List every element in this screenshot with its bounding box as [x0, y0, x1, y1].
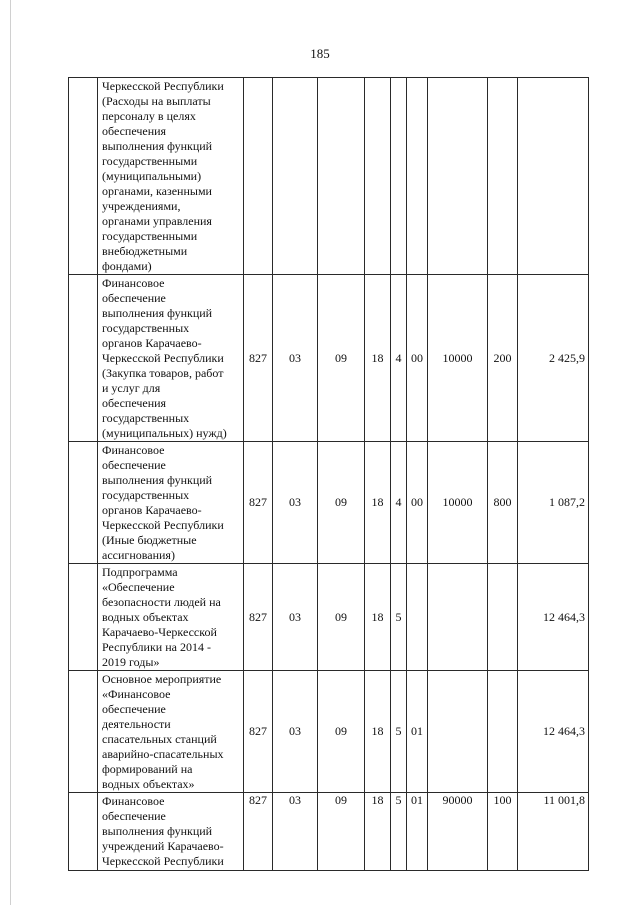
activity-code-cell: 01	[407, 793, 428, 871]
subsection-code-cell	[318, 78, 365, 275]
ministry-code-cell: 827	[244, 442, 273, 564]
program-code-cell: 18	[365, 793, 391, 871]
direction-code-cell	[428, 671, 488, 793]
description-line: деятельности	[102, 717, 171, 731]
description-line: органами, казенными	[102, 184, 212, 198]
description-line: Карачаево-Черкесской	[102, 625, 217, 639]
description-line: безопасности людей на	[102, 595, 221, 609]
activity-code-cell	[407, 564, 428, 671]
direction-code-cell	[428, 78, 488, 275]
row-index-cell	[69, 275, 98, 442]
section-code-cell: 03	[273, 442, 318, 564]
description-line: (Расходы на выплаты	[102, 94, 211, 108]
description-line: формирований на	[102, 762, 193, 776]
direction-code-cell: 10000	[428, 275, 488, 442]
description-line: органов Карачаево-	[102, 336, 202, 350]
description-line: «Обеспечение	[102, 580, 175, 594]
table-row	[69, 78, 589, 275]
description-line: спасательных станций	[102, 732, 217, 746]
description-line: обеспечение	[102, 458, 166, 472]
description-cell	[98, 78, 244, 275]
description-line: Черкесской Республики	[102, 351, 224, 365]
row-index-cell	[69, 442, 98, 564]
table-row	[69, 564, 589, 671]
amount-cell: 1 087,2	[518, 442, 589, 564]
subsection-code-cell: 09	[318, 564, 365, 671]
row-index-cell	[69, 564, 98, 671]
scan-edge-line	[10, 0, 11, 905]
table-row	[69, 442, 589, 564]
description-line: фондами)	[102, 259, 152, 273]
program-code-cell: 18	[365, 442, 391, 564]
description-line: государственных	[102, 488, 190, 502]
expense-type-cell: 800	[488, 442, 518, 564]
ministry-code-cell: 827	[244, 671, 273, 793]
direction-code-cell	[428, 564, 488, 671]
description-line: обеспечения	[102, 396, 167, 410]
ministry-code-cell	[244, 78, 273, 275]
section-code-cell: 03	[273, 564, 318, 671]
description-line: Финансовое	[102, 794, 165, 808]
description-line: учреждений Карачаево-	[102, 839, 224, 853]
description-line: ассигнования)	[102, 548, 175, 562]
description-line: Республики на 2014 -	[102, 640, 211, 654]
activity-code-cell: 01	[407, 671, 428, 793]
amount-cell: 12 464,3	[518, 564, 589, 671]
program-code-cell: 18	[365, 564, 391, 671]
description-line: (муниципальными)	[102, 169, 202, 183]
description-line: водных объектах	[102, 610, 189, 624]
description-line: Подпрограмма	[102, 565, 178, 579]
budget-table	[68, 77, 589, 871]
subprogram-code-cell: 4	[391, 275, 407, 442]
description-cell	[98, 442, 244, 564]
activity-code-cell: 00	[407, 275, 428, 442]
program-code-cell	[365, 78, 391, 275]
subprogram-code-cell: 5	[391, 671, 407, 793]
description-line: обеспечение	[102, 702, 166, 716]
direction-code-cell: 90000	[428, 793, 488, 871]
activity-code-cell	[407, 78, 428, 275]
direction-code-cell: 10000	[428, 442, 488, 564]
description-line: выполнения функций	[102, 139, 213, 153]
description-line: учреждениями,	[102, 199, 181, 213]
subsection-code-cell: 09	[318, 275, 365, 442]
description-line: обеспечение	[102, 809, 166, 823]
description-line: государственных	[102, 321, 190, 335]
program-code-cell: 18	[365, 671, 391, 793]
subprogram-code-cell: 5	[391, 793, 407, 871]
row-index-cell	[69, 671, 98, 793]
expense-type-cell	[488, 78, 518, 275]
subsection-code-cell: 09	[318, 793, 365, 871]
description-cell	[98, 671, 244, 793]
subprogram-code-cell	[391, 78, 407, 275]
section-code-cell: 03	[273, 793, 318, 871]
description-line: персоналу в целях	[102, 109, 196, 123]
description-cell	[98, 793, 244, 871]
subprogram-code-cell: 4	[391, 442, 407, 564]
amount-cell	[518, 78, 589, 275]
expense-type-cell: 200	[488, 275, 518, 442]
description-line: обеспечение	[102, 291, 166, 305]
row-index-cell	[69, 793, 98, 871]
description-line: органов Карачаево-	[102, 503, 202, 517]
description-cell	[98, 564, 244, 671]
description-cell	[98, 275, 244, 442]
description-line: (муниципальных) нужд)	[102, 426, 227, 440]
ministry-code-cell: 827	[244, 275, 273, 442]
description-line: Основное мероприятие	[102, 672, 222, 686]
expense-type-cell	[488, 671, 518, 793]
description-line: государственными	[102, 229, 198, 243]
amount-cell: 12 464,3	[518, 671, 589, 793]
description-line: водных объектах»	[102, 777, 195, 791]
description-line: Черкесской Республики	[102, 854, 224, 868]
description-line: внебюджетными	[102, 244, 188, 258]
row-index-cell	[69, 78, 98, 275]
description-line: 2019 годы»	[102, 655, 160, 669]
description-line: выполнения функций	[102, 306, 213, 320]
expense-type-cell: 100	[488, 793, 518, 871]
description-line: обеспечения	[102, 124, 167, 138]
description-line: органами управления	[102, 214, 212, 228]
description-line: «Финансовое	[102, 687, 171, 701]
description-line: государственных	[102, 411, 190, 425]
description-line: и услуг для	[102, 381, 161, 395]
ministry-code-cell: 827	[244, 793, 273, 871]
table-row	[69, 275, 589, 442]
subsection-code-cell: 09	[318, 671, 365, 793]
description-line: Финансовое	[102, 443, 165, 457]
subsection-code-cell: 09	[318, 442, 365, 564]
subprogram-code-cell: 5	[391, 564, 407, 671]
description-line: выполнения функций	[102, 473, 213, 487]
amount-cell: 2 425,9	[518, 275, 589, 442]
expense-type-cell	[488, 564, 518, 671]
program-code-cell: 18	[365, 275, 391, 442]
ministry-code-cell: 827	[244, 564, 273, 671]
description-line: (Закупка товаров, работ	[102, 366, 224, 380]
section-code-cell: 03	[273, 671, 318, 793]
description-line: государственными	[102, 154, 198, 168]
description-line: Черкесской Республики	[102, 79, 224, 93]
description-line: Финансовое	[102, 276, 165, 290]
description-line: выполнения функций	[102, 824, 213, 838]
description-line: (Иные бюджетные	[102, 533, 197, 547]
activity-code-cell: 00	[407, 442, 428, 564]
description-line: Черкесской Республики	[102, 518, 224, 532]
table-row	[69, 671, 589, 793]
section-code-cell: 03	[273, 275, 318, 442]
page-number: 185	[310, 46, 330, 61]
description-line: аварийно-спасательных	[102, 747, 224, 761]
table-row	[69, 793, 589, 871]
amount-cell: 11 001,8	[518, 793, 589, 871]
section-code-cell	[273, 78, 318, 275]
